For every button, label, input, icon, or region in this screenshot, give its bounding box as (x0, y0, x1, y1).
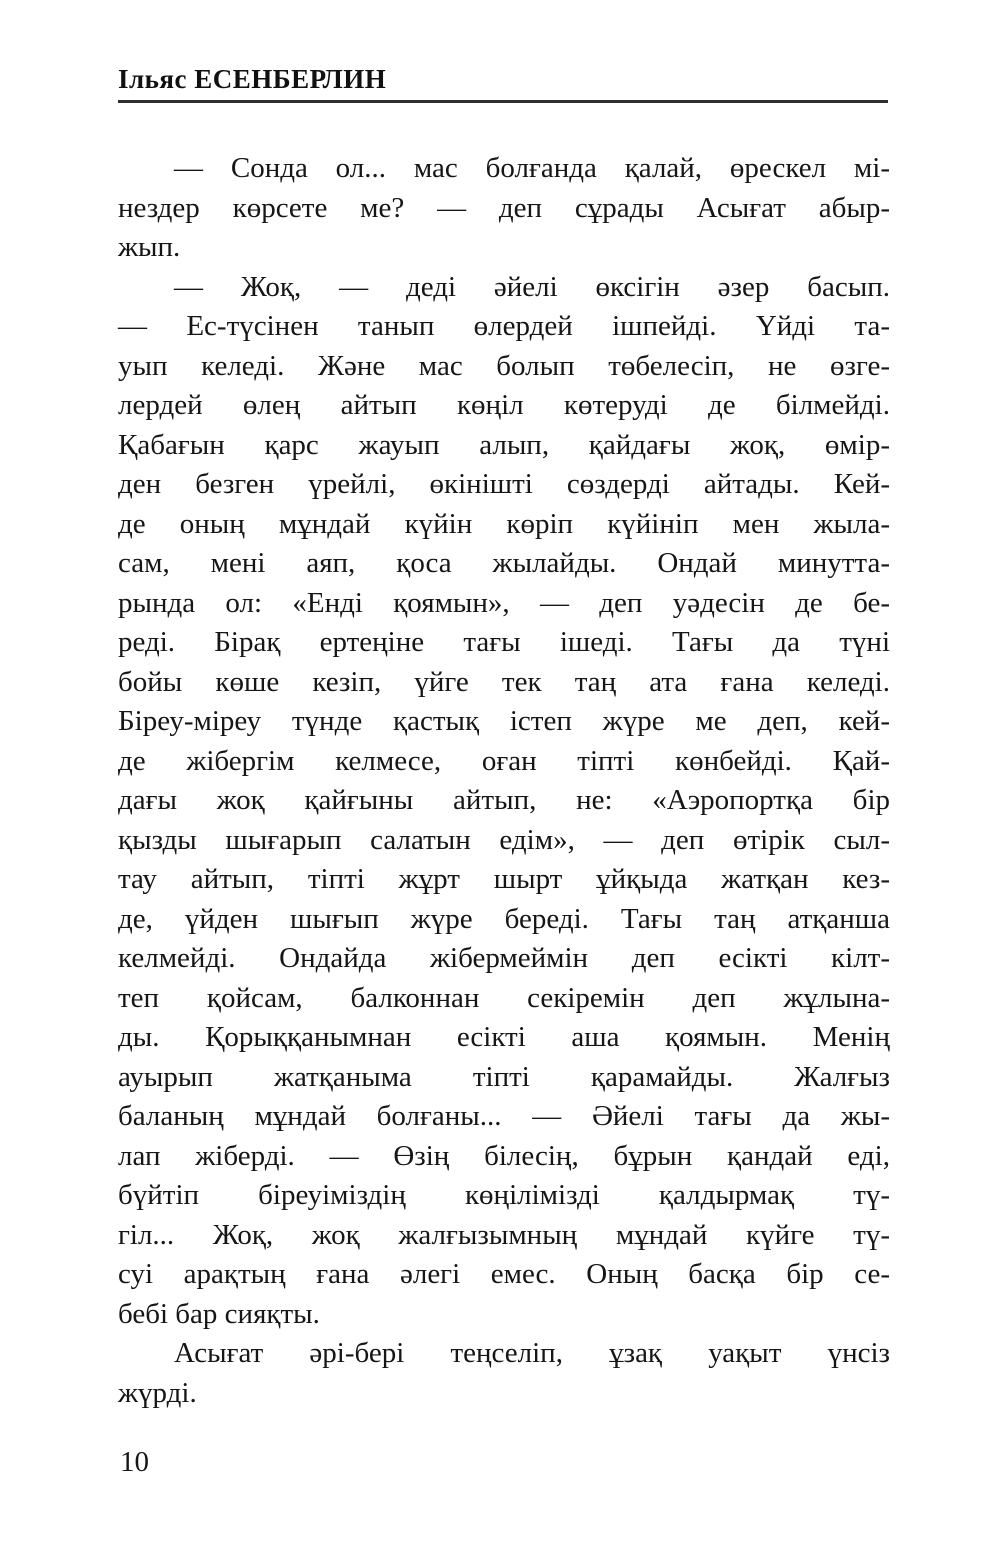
text-line: рында ол: «Енді қоямын», — деп уәдесін де бе- (118, 586, 890, 619)
text-line: де оның мұндай күйін көріп күйініп мен жыла- (118, 507, 890, 540)
text-line: реді. Бірақ ертеңіне тағы ішеді. Тағы да түні (118, 626, 890, 658)
text-line: Асығат әрі-бері теңселіп, ұзақ уақыт үнсіз (174, 1337, 890, 1369)
text-line: суі арақтың ғана әлегі емес. Оның басқа бір се- (118, 1258, 890, 1290)
text-line: де, үйден шығып жүре береді. Тағы таң атқанша (118, 902, 890, 935)
text-line: де жібергім келмесе, оған тіпті көнбейді. Қай- (118, 744, 890, 777)
header-rule (118, 100, 888, 103)
text-line: гіл... Жоқ, жоқ жалғызымның мұндай күйге тү- (118, 1218, 890, 1251)
text-line: теп қойсам, балконнан секіремін деп жұлына- (118, 981, 890, 1014)
text-line: дағы жоқ қайғыны айтып, не: «Аэропортқа бір (118, 784, 890, 816)
text-line: — Ес-түсінен танып өлердей ішпейді. Үйді та- (118, 310, 890, 342)
text-line: ден безген үрейлі, өкінішті сөздерді айтады. Кей- (118, 468, 890, 500)
page-number: 10 (120, 1446, 149, 1478)
text-line: уып келеді. Және мас болып төбелесіп, не өзге- (118, 349, 890, 382)
text-line: — Сонда ол... мас болғанда қалай, өрескел мі- (174, 152, 890, 184)
text-line: Біреу-міреу түнде қастық істеп жүре ме деп, кей- (118, 705, 890, 737)
body-text (118, 149, 890, 1413)
text-line: ды. Қорыққанымнан есікті аша қоямын. Менің (118, 1021, 890, 1053)
text-line: сам, мені аяп, қоса жылайды. Ондай минутта- (118, 547, 890, 579)
text-line: ауырып жатқаныма тіпті қарамайды. Жалғыз (118, 1060, 890, 1093)
text-line: — Жоқ, — деді әйелі өксігін әзер басып. (174, 270, 890, 303)
paragraph (118, 149, 890, 268)
text-line: бебі бар сияқты. (118, 1297, 320, 1330)
text-line: бүйтіп біреуіміздің көңілімізді қалдырмақ тү- (118, 1179, 890, 1211)
text-line: қызды шығарып салатын едім», — деп өтірік сыл- (118, 823, 890, 856)
paragraph (118, 1334, 890, 1413)
text-line: келмейді. Ондайда жібермеймін деп есікті кілт- (118, 942, 890, 974)
text-line: тау айтып, тіпті жұрт шырт ұйқыда жатқан кез- (118, 863, 890, 895)
text-line: лердей өлең айтып көңіл көтеруді де білмейді. (118, 389, 890, 421)
text-line: жүрді. (118, 1376, 197, 1409)
paragraph (118, 268, 890, 1335)
text-line: лап жіберді. — Өзің білесің, бұрын қандай еді, (118, 1139, 890, 1172)
author-header: Ільяс ЕСЕНБЕРЛИН (118, 64, 387, 94)
text-line: жып. (118, 231, 181, 263)
text-line: бойы көше кезіп, үйге тек таң ата ғана келеді. (118, 665, 890, 698)
text-line: нездер көрсете ме? — деп сұрады Асығат абыр- (118, 191, 890, 224)
text-line: баланың мұндай болғаны... — Әйелі тағы да жы- (118, 1100, 890, 1132)
text-line: Қабағын қарс жауып алып, қайдағы жоқ, өмір- (118, 428, 890, 461)
